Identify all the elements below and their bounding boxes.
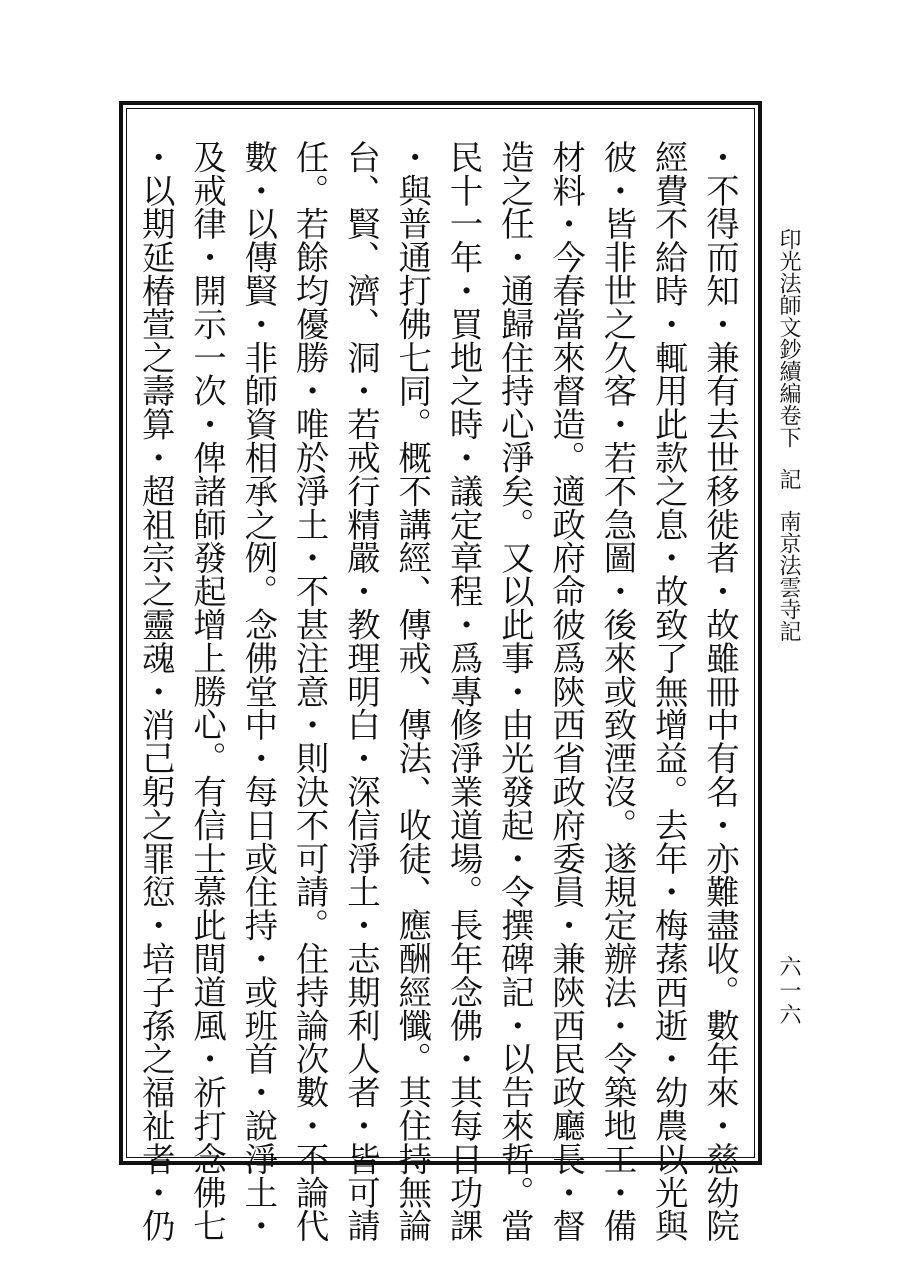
running-header xyxy=(775,228,801,642)
section-label: 記 xyxy=(776,468,801,490)
text-column: 經費不給時・輒用此款之息・故致了無增益。去年・梅蓀西逝・幼農以光與 xyxy=(649,140,689,1243)
text-column: 造之任・通歸住持心淨矣。又以此事・由光發起・令撰碑記・以告來哲。當 xyxy=(495,140,535,1243)
text-column: 任。若餘均優勝・唯於淨土・不甚注意・則決不可請。住持論次數・不論代 xyxy=(290,140,330,1243)
body-text xyxy=(136,140,746,1243)
book-title: 印光法師文鈔續編卷下 xyxy=(776,228,801,448)
text-column: 及戒律・開示一次・俾諸師發起增上勝心。有信士慕此間道風・祈打念佛七 xyxy=(188,140,228,1243)
text-column: 台、賢、濟、洞・若戒行精嚴・教理明白・深信淨土・志期利人者・皆可請 xyxy=(341,140,381,1243)
text-column: 數・以傳賢・非師資相承之例。念佛堂中・每日或住持・或班首・說淨土・ xyxy=(239,140,279,1243)
text-column: 材料・今春當來督造。適政府命彼爲陝西省政府委員・兼陝西民政廳長・督 xyxy=(547,140,587,1243)
text-column: ・以期延椿萱之壽算・超祖宗之靈魂・消己躬之罪愆・培子孫之福祉者・仍 xyxy=(136,140,176,1243)
text-column: 民十一年・買地之時・議定章程・爲專修淨業道場。長年念佛・其每日功課 xyxy=(444,140,484,1243)
page-number: 六一六 xyxy=(776,955,801,1027)
text-column: ・不得而知・兼有去世移徙者・故雖冊中有名・亦難盡收。數年來・慈幼院 xyxy=(701,140,740,1243)
text-column: ・與普通打佛七同。概不講經、傳戒、傳法、收徒、應酬經懺。其住持無論 xyxy=(393,140,433,1243)
chapter-title: 南京法雲寺記 xyxy=(776,510,801,642)
text-column: 彼・皆非世之久客・若不急圖・後來或致湮沒。遂規定辦法・令築地工・備 xyxy=(598,140,638,1243)
